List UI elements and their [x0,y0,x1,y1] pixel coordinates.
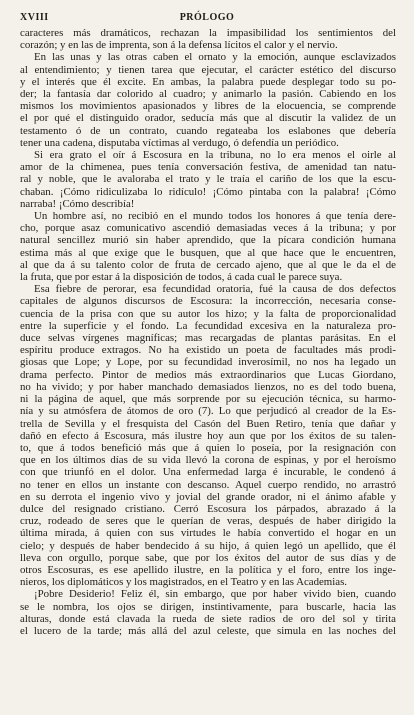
text-line: chaban. ¡Cómo ridiculizaba lo ridículo! ¡Cómo pintaba con la palabra! ¡Cómo [20,185,396,198]
text-line: drama perfecto. Pintor de medios más extraordinarios que Lucas Giordano, [20,368,396,381]
text-line: el lucero de la tarde; más allá del azul celeste, que simula en las noches del [20,624,396,637]
text-line: cruz, rodeado de seres que le querían de veras, después de haber dirigido la [20,515,396,528]
text-line: se le nombra, los ojos se dirigen, instintivamente, para buscarle, hacia las [20,600,396,613]
text-line: En las unas y las otras caben el ornato y la emoción, aunque esclavizados [34,51,396,64]
text-line: espíritu produce extragos. No ha existido un poeta de facultades más prodi- [20,344,396,357]
text-line: testamento ó de un contrato, cuando regateaba los eslabones que debería [20,124,396,137]
paragraph [20,149,396,210]
paragraph [20,51,396,149]
text-line: corazón; y en las de imprenta, son á la defensa lícitos el calor y el nervio. [20,39,338,52]
text-line: y el interés que él excite. En ambas, la palabra puede desplegar todo su po- [20,75,396,88]
text-line: trella de Sevilla y el fresquista del Casón del Buen Retiro, tenía que dañar y [20,417,396,430]
text-line: con que triunfó en el dolor. Una enfermedad larga é incurable, le condenó á [20,466,396,479]
text-line: no tener en ellos un instante con descanso. Aquel cuerpo rendido, no arrastró [20,478,396,491]
paragraph [20,283,396,588]
page-number: XVIII [20,12,49,23]
text-line: entre la superficie y el fondo. La fecundidad excesiva en la naturaleza pro- [20,319,396,332]
text-line: que en los últimos días de su vida llevó la corona de espinas, y por el heroísmo [20,454,396,467]
text-line: nía y su atmósfera de átomos de oro (7). Lo que perjudicó al creador de la Es- [20,405,396,418]
text-line: en su derrota el ingenio vivo y jovial del grande orador, ni el ánimo afable y [20,490,396,503]
text-line: dañó en efecto á Escosura, más ilustre hoy aun que por los éxitos de su talen- [20,429,396,442]
text-line: dulce del resignado cristiano. Cerró Escosura los párpados, abrazado á la [20,502,396,515]
text-line: amor de la chimenea, pues tenía conversación festiva, de amenidad tan natu- [20,161,396,174]
text-line: la fruta, que por estar á la disposición de todos, á cada cual le parece suya. [20,271,343,284]
text-line: duce selvas vírgenes magníficas; mas recargadas de plantas parásitas. En el [20,332,396,345]
text-line: nieros, los diplomáticos y los magistrados, en el Teatro y en las Academias. [20,576,347,589]
text-line: mismos los movimientos apasionados y libres de la elocuencia, se comprende [20,100,396,113]
body-text [20,27,396,637]
text-line: estima más al que exige que le busquen, que al que hace que le encuentren, [20,246,396,259]
text-line: no ha vivido; y por haber manchado demasiados lienzos, no es del todo buena, [20,380,396,393]
text-line: ¡Pobre Desiderio! Feliz él, sin embargo, que por haber vivido bien, cuando [34,588,396,601]
text-line: última mirada, á quien con sus virtudes le había convertido el hogar en un [20,527,396,540]
text-line: al entendimiento; y tienen tarea que ejecutar, el carácter estético del discurso [20,63,396,76]
text-line: ni la página de aquel, que más sorprende por su ejecución técnica, su harmo- [20,393,396,406]
text-line: otros Escosuras, es ese apellido ilustre, en la política y el foro, entre los inge- [20,563,396,576]
text-line: der; la fantasía dar colorido al cuadro; y animarlo la pasión. Cabiendo en los [20,88,396,101]
text-line: al que da á su talento color de fruta de cercado ajeno, que al que le da el de [20,258,396,271]
text-line: narraba! ¡Cómo describía! [20,197,135,210]
text-line: giosas que Lope; y Lope, por su fecundidad inverosímil, no nos ha legado un [20,356,396,369]
text-line: tener una cadena, disputaba víctimas al verdugo, ó defendía un periódico. [20,136,339,149]
page-header [20,12,394,26]
text-line: cho, porque asaz comunicativo ascendió demasiadas veces á la tribuna; y por [20,222,396,235]
text-line: el por qué el distinguido orador, seducía más que al discutir la validez de un [20,112,396,125]
text-line: cielo; y después de haber bendecido á su hijo, á quien legó un apellido, que él [20,539,396,552]
paragraph [20,210,396,283]
text-line: Un hombre así, no recibió en el mundo todos los honores á que tenía dere- [34,210,396,223]
text-line: natural sencillez murió sin haber aprendido, que la pícara condición humana [20,234,396,247]
text-line: cuencia de la prisa con que su autor los hizo; y la falta de proporcionalidad [20,307,396,320]
text-line: Si era grato el oír á Escosura en la tribuna, no lo era menos el oirle al [34,149,396,162]
text-line: capitales de algunos discursos de Escosura: la incorrección, necesaria conse- [20,295,396,308]
text-line: Esa fiebre de perorar, esa fecundidad oratoria, fué la causa de dos defectos [34,283,396,296]
paragraph [20,588,396,637]
paragraph [20,27,396,51]
text-line: to, que á todos benefició más que á quien lo poseía, por la resignación con [20,441,396,454]
text-line: ral y noble, que le avaloraba el trato y le traía el cariño de los que la escu- [20,173,396,186]
text-line: lleva con orgullo, porque sabe, que por los éxitos del autor de sus días y de [20,551,396,564]
text-line: alturas, donde está clavada la rueda de siete radios de oro del sol y tirita [20,612,396,625]
text-line: caracteres más dramáticos, rechazan la impasibilidad los sentimientos del [20,27,396,39]
running-title: PRÓLOGO [179,12,235,23]
